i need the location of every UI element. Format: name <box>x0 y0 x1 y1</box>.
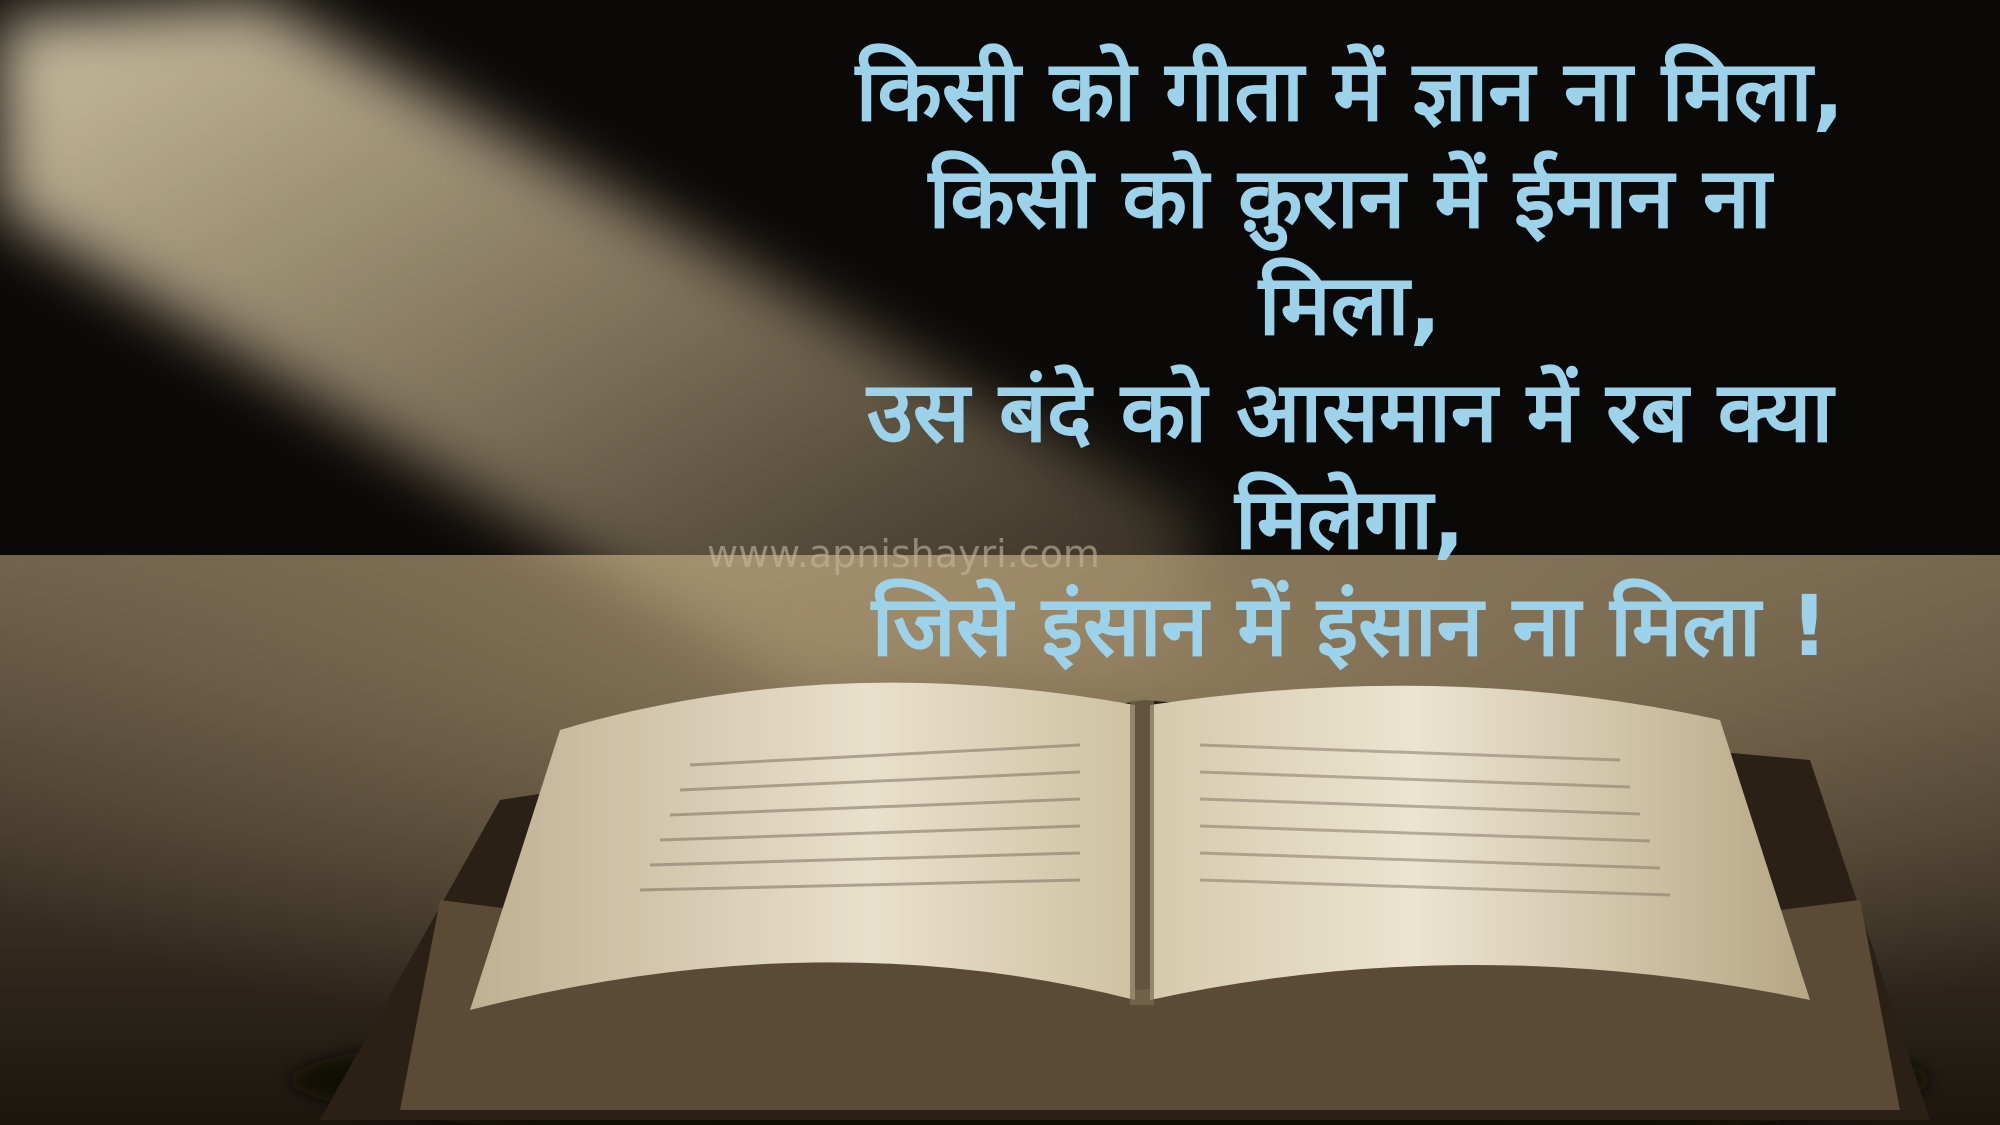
poem-line: किसी को गीता में ज्ञान ना मिला, <box>855 42 1845 140</box>
poem-line: जिसे इंसान में इंसान ना मिला ! <box>871 577 1829 675</box>
poem-line: किसी को क़ुरान में ईमान ना <box>928 149 1772 247</box>
poem-line: उस बंदे को आसमान में रब क्या <box>866 363 1834 461</box>
website-watermark: www.apnishayri.com <box>707 532 1100 576</box>
poem-text <box>740 38 1960 680</box>
poem-line: मिलेगा, <box>1235 470 1465 568</box>
poem-line: मिला, <box>1258 256 1442 354</box>
